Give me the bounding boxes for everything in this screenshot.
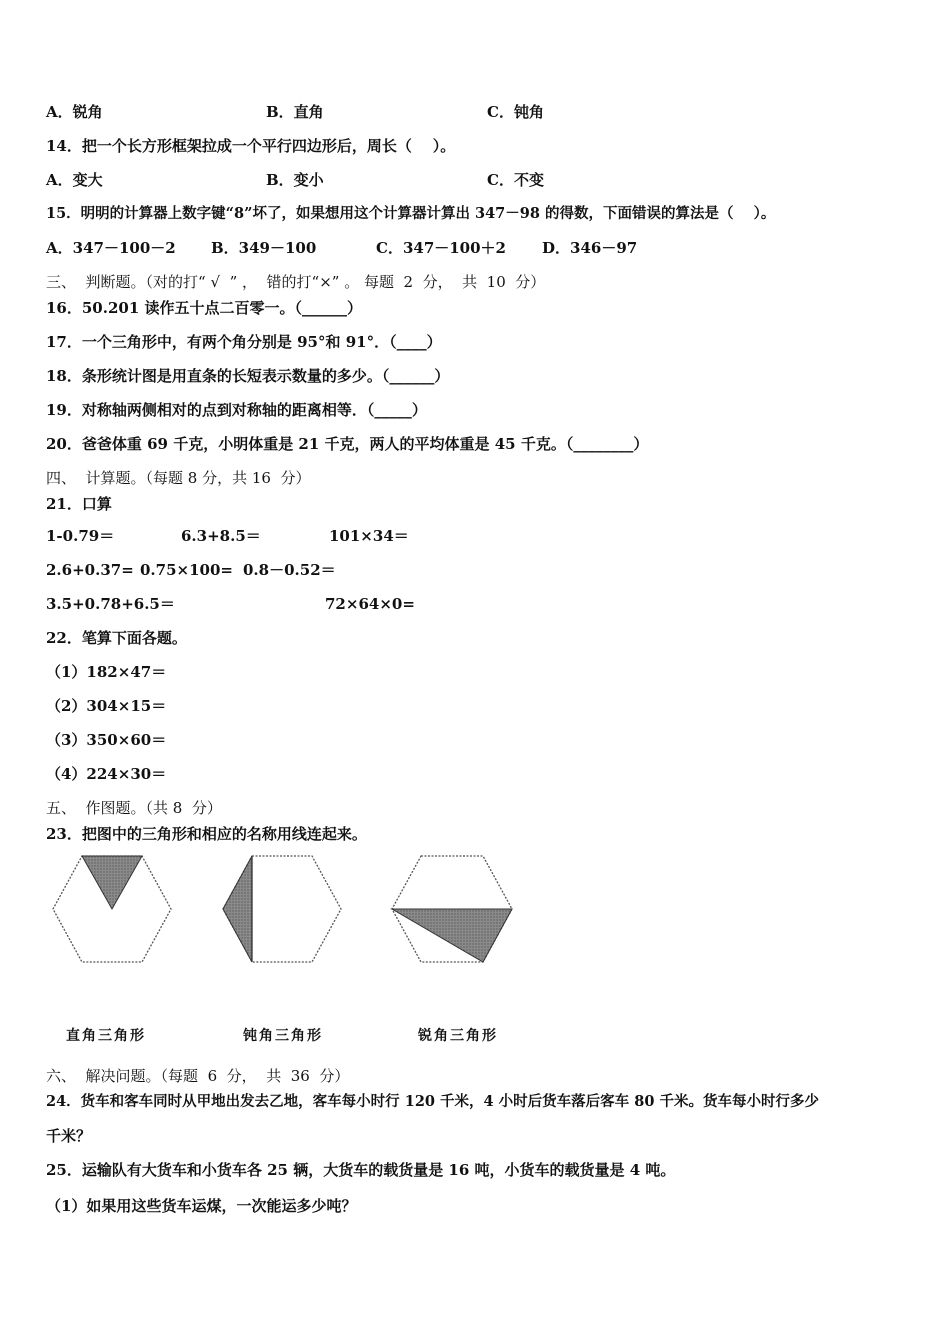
section-6-title: 六、 解决问题。（每题 6 分， 共 36 分）: [46, 1067, 350, 1085]
question-22: 22．笔算下面各题。: [46, 629, 187, 647]
hexagon-obtuse-triangle: [223, 856, 341, 962]
question-16: 16．50.201 读作五十点二百零一。（______）: [46, 299, 363, 317]
question-24: 24．货车和客车同时从甲地出发去乙地，客车每小时行 120 千米，4 小时后货车落后客车 80 千米。货车每小时行多少: [46, 1093, 819, 1110]
written-calc: （3）350×60＝: [46, 731, 167, 749]
option-a: A．变大: [46, 171, 103, 189]
section-4-title: 四、 计算题。（每题 8 分，共 16 分）: [46, 469, 311, 487]
question-24-cont: 千米？: [46, 1127, 92, 1145]
option-c: C．不变: [487, 171, 544, 189]
oral-calc: 72×64×0=: [325, 595, 415, 613]
oral-calc: 1-0.79＝: [46, 527, 115, 545]
question-14: 14．把一个长方形框架拉成一个平行四边形后，周长（ ）。: [46, 137, 456, 155]
option-b: B．349－100: [211, 239, 317, 257]
oral-calc: 0.75×100=: [140, 561, 233, 579]
hexagon-acute-triangle: [392, 856, 512, 962]
question-15: 15．明明的计算器上数字键“8”坏了，如果想用这个计算器计算出 347－98 的得数，下面错误的算法是（ ）。: [46, 205, 776, 222]
option-c: C．钝角: [487, 103, 544, 121]
question-21: 21．口算: [46, 495, 112, 513]
option-d: D．346－97: [542, 239, 638, 257]
oral-calc: 0.8－0.52＝: [243, 561, 336, 579]
oral-calc: 3.5+0.78+6.5＝: [46, 595, 175, 613]
caption-obtuse-triangle: 钝角三角形: [243, 1028, 323, 1044]
caption-acute-triangle: 锐角三角形: [418, 1028, 498, 1044]
written-calc: （2）304×15＝: [46, 697, 167, 715]
question-25-1: （1）如果用这些货车运煤，一次能运多少吨？: [46, 1197, 357, 1215]
question-17: 17．一个三角形中，有两个角分别是 95°和 91°．（____）: [46, 333, 442, 351]
written-calc: （4）224×30＝: [46, 765, 167, 783]
question-23: 23．把图中的三角形和相应的名称用线连起来。: [46, 825, 367, 843]
section-5-title: 五、 作图题。（共 8 分）: [46, 799, 222, 817]
option-a: A．347－100－2: [46, 239, 176, 257]
question-19: 19．对称轴两侧相对的点到对称轴的距离相等．（_____）: [46, 401, 427, 419]
oral-calc: 6.3+8.5＝: [181, 527, 261, 545]
question-20: 20．爸爸体重 69 千克，小明体重是 21 千克，两人的平均体重是 45 千克。（________）: [46, 435, 649, 453]
caption-right-triangle: 直角三角形: [66, 1028, 146, 1044]
option-a: A．锐角: [46, 103, 103, 121]
option-b: B．变小: [266, 171, 324, 189]
question-18: 18．条形统计图是用直条的长短表示数量的多少。（______）: [46, 367, 450, 385]
option-b: B．直角: [266, 103, 324, 121]
option-c: C．347－100＋2: [376, 239, 506, 257]
oral-calc: 2.6+0.37=: [46, 561, 134, 579]
section-3-title: 三、 判断题。（对的打“ √ ” ， 错的打“×” 。 每题 2 分， 共 10 分）: [46, 273, 546, 291]
written-calc: （1）182×47＝: [46, 663, 167, 681]
hexagon-figures: [46, 850, 526, 968]
hexagon-right-triangle: [53, 856, 171, 962]
question-25: 25．运输队有大货车和小货车各 25 辆，大货车的载货量是 16 吨，小货车的载货量是 4 吨。: [46, 1161, 676, 1179]
oral-calc: 101×34＝: [329, 527, 409, 545]
